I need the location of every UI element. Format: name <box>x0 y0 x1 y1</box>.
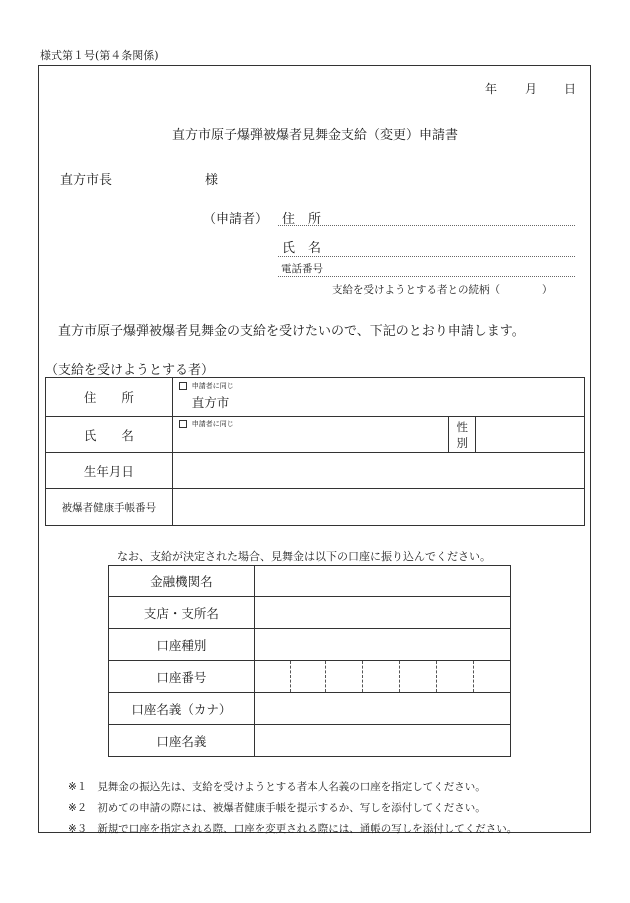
applicant-name-label: 氏 名 <box>282 241 322 256</box>
bank-branch-label: 支店・支所名 <box>109 597 255 629</box>
applicant-address-line[interactable] <box>278 225 575 226</box>
recipient-heading: （支給を受けようとする者） <box>45 363 215 378</box>
name-same-as-applicant-checkbox[interactable] <box>179 420 187 428</box>
bank-number-row <box>109 661 511 693</box>
same-as-applicant-checkbox[interactable] <box>179 382 187 390</box>
same-as-applicant-label: 申請者に同じ <box>191 382 234 390</box>
recipient-address-row <box>46 378 585 417</box>
recipient-table <box>45 377 585 526</box>
recipient-handbook-cell[interactable] <box>172 489 584 526</box>
bank-table <box>108 565 511 757</box>
recipient-name-label: 氏 名 <box>46 417 173 453</box>
recipient-name-cell[interactable] <box>172 417 448 453</box>
recipient-address-cell[interactable] <box>172 378 584 417</box>
request-text: 直方市原子爆弾被爆者見舞金の支給を受けたいので、下記のとおり申請します。 <box>58 324 525 339</box>
recipient-handbook-label: 被爆者健康手帳番号 <box>46 489 173 526</box>
note-mark: ※２ <box>68 802 88 814</box>
applicant-address-label: 住 所 <box>282 212 322 227</box>
bank-branch-row <box>109 597 511 629</box>
recipient-handbook-row <box>46 489 585 526</box>
note-mark: ※１ <box>68 781 88 793</box>
form-number: 様式第１号(第４条関係) <box>40 49 159 62</box>
bank-type-cell[interactable] <box>254 629 510 661</box>
account-digit-1[interactable] <box>254 661 290 693</box>
bank-type-row <box>109 629 511 661</box>
bank-holder-cell[interactable] <box>254 725 510 757</box>
gender-label-1: 性 <box>456 419 468 434</box>
applicant-label: （申請者） <box>203 212 269 227</box>
account-digit-6[interactable] <box>437 661 474 693</box>
bank-institution-row <box>109 566 511 597</box>
recipient-address-label: 住 所 <box>46 378 173 417</box>
bank-holder-kana-label: 口座名義（カナ） <box>109 693 255 725</box>
account-digit-5[interactable] <box>400 661 437 693</box>
bank-holder-label: 口座名義 <box>109 725 255 757</box>
date-day: 日 <box>564 82 577 96</box>
bank-institution-label: 金融機関名 <box>109 566 255 597</box>
account-digit-3[interactable] <box>326 661 363 693</box>
gender-label-2: 別 <box>456 435 468 450</box>
bank-holder-row <box>109 725 511 757</box>
account-digit-4[interactable] <box>363 661 400 693</box>
applicant-phone-label: 電話番号 <box>281 263 323 275</box>
recipient-name-row <box>46 417 585 453</box>
gender-input-cell[interactable] <box>476 417 585 453</box>
account-digit-7[interactable] <box>474 661 511 693</box>
date-year: 年 <box>485 82 498 96</box>
recipient-birthdate-label: 生年月日 <box>46 453 173 489</box>
bank-branch-cell[interactable] <box>254 597 510 629</box>
note-item <box>68 819 517 840</box>
bank-number-label: 口座番号 <box>109 661 255 693</box>
applicant-name-line[interactable] <box>278 256 575 257</box>
note-mark: ※３ <box>68 823 88 835</box>
note-item <box>68 777 517 798</box>
addressee-name: 直方市長 <box>60 173 113 188</box>
note-text: 新規で口座を指定される際、口座を変更される際には、通帳の写しを添付してください。 <box>97 823 518 835</box>
bank-note: なお、支給が決定された場合、見舞金は以下の口座に振り込んでください。 <box>117 550 491 563</box>
recipient-address-prefill: 直方市 <box>191 395 230 410</box>
recipient-birthdate-row <box>46 453 585 489</box>
notes-list <box>68 777 517 840</box>
recipient-birthdate-cell[interactable] <box>172 453 584 489</box>
note-text: 見舞金の振込先は、支給を受けようとする者本人名義の口座を指定してください。 <box>97 781 486 793</box>
bank-institution-cell[interactable] <box>254 566 510 597</box>
page-title: 直方市原子爆弾被爆者見舞金支給（変更）申請書 <box>171 128 458 143</box>
bank-holder-kana-cell[interactable] <box>254 693 510 725</box>
date-month: 月 <box>525 82 538 96</box>
bank-type-label: 口座種別 <box>109 629 255 661</box>
applicant-relation: 支給を受けようとする者との続柄（ ） <box>332 284 553 296</box>
name-same-as-applicant-label: 申請者に同じ <box>191 420 234 428</box>
note-text: 初めての申請の際には、被爆者健康手帳を提示するか、写しを添付してください。 <box>97 802 486 814</box>
note-item <box>68 798 517 819</box>
gender-label-cell <box>449 417 476 453</box>
account-digit-2[interactable] <box>290 661 326 693</box>
bank-holder-kana-row <box>109 693 511 725</box>
applicant-phone-line[interactable] <box>278 276 575 277</box>
addressee-honorific: 様 <box>205 173 219 188</box>
